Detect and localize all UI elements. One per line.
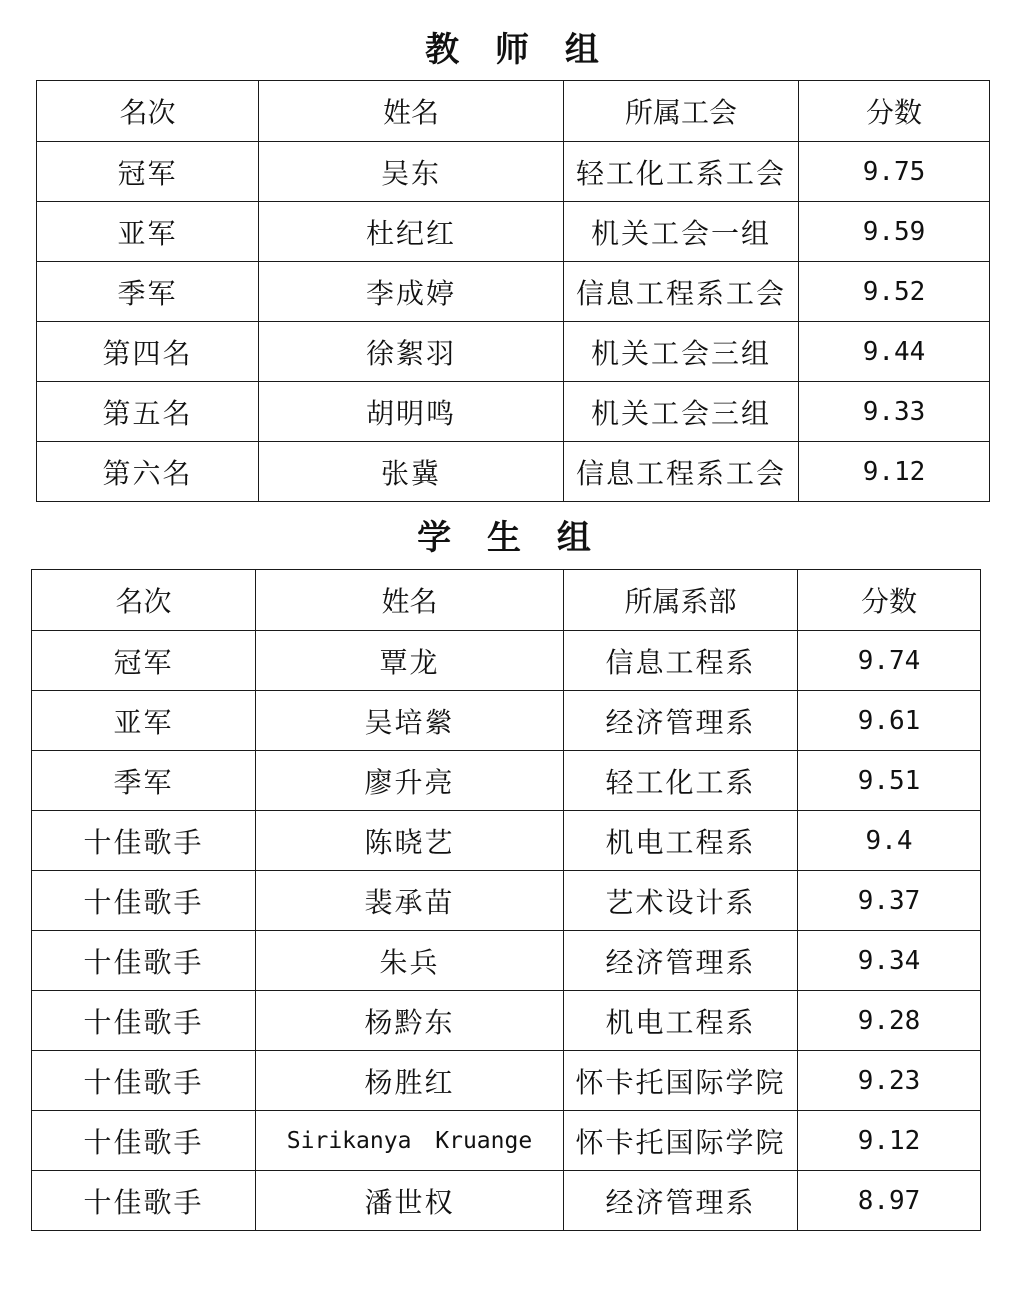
table-row xyxy=(37,382,990,442)
rank-cell: 十佳歌手 xyxy=(32,871,256,931)
score-cell: 9.75 xyxy=(799,142,990,202)
teacher-group-title: 教 师 组 xyxy=(425,30,611,70)
unit-cell: 艺术设计系 xyxy=(564,871,798,931)
score-cell: 9.61 xyxy=(798,691,981,751)
table-row xyxy=(32,1171,981,1231)
name-cell: 胡明鸣 xyxy=(259,382,564,442)
unit-cell: 轻工化工系工会 xyxy=(564,142,799,202)
unit-cell: 机电工程系 xyxy=(564,811,798,871)
table-header-row xyxy=(32,570,981,631)
header-name: 姓名 xyxy=(256,570,564,631)
unit-cell: 怀卡托国际学院 xyxy=(564,1051,798,1111)
rank-cell: 冠军 xyxy=(32,631,256,691)
score-cell: 8.97 xyxy=(798,1171,981,1231)
rank-cell: 亚军 xyxy=(37,202,259,262)
rank-cell: 十佳歌手 xyxy=(32,1051,256,1111)
header-rank: 名次 xyxy=(37,81,259,142)
rank-cell: 季军 xyxy=(37,262,259,322)
score-cell: 9.12 xyxy=(798,1111,981,1171)
header-name: 姓名 xyxy=(259,81,564,142)
header-unit: 所属工会 xyxy=(564,81,799,142)
name-cell: 吴培縈 xyxy=(256,691,564,751)
table-row xyxy=(32,1051,981,1111)
rank-cell: 冠军 xyxy=(37,142,259,202)
rank-cell: 十佳歌手 xyxy=(32,991,256,1051)
header-score: 分数 xyxy=(798,570,981,631)
table-row xyxy=(37,202,990,262)
unit-cell: 轻工化工系 xyxy=(564,751,798,811)
unit-cell: 机关工会一组 xyxy=(564,202,799,262)
rank-cell: 季军 xyxy=(32,751,256,811)
name-cell: 裴承苗 xyxy=(256,871,564,931)
rank-cell: 十佳歌手 xyxy=(32,931,256,991)
name-cell: 杨胜红 xyxy=(256,1051,564,1111)
table-row xyxy=(32,991,981,1051)
unit-cell: 怀卡托国际学院 xyxy=(564,1111,798,1171)
unit-cell: 机电工程系 xyxy=(564,991,798,1051)
table-row xyxy=(37,322,990,382)
score-cell: 9.4 xyxy=(798,811,981,871)
score-cell: 9.59 xyxy=(799,202,990,262)
table-row xyxy=(37,442,990,502)
rank-cell: 第四名 xyxy=(37,322,259,382)
score-cell: 9.52 xyxy=(799,262,990,322)
student-group-title: 学 生 组 xyxy=(417,518,603,558)
score-cell: 9.23 xyxy=(798,1051,981,1111)
table-row xyxy=(32,811,981,871)
name-cell: 张冀 xyxy=(259,442,564,502)
score-cell: 9.12 xyxy=(799,442,990,502)
unit-cell: 经济管理系 xyxy=(564,931,798,991)
table-row xyxy=(32,871,981,931)
header-rank: 名次 xyxy=(32,570,256,631)
table-row xyxy=(37,142,990,202)
name-cell: 覃龙 xyxy=(256,631,564,691)
rank-cell: 十佳歌手 xyxy=(32,1171,256,1231)
rank-cell: 十佳歌手 xyxy=(32,811,256,871)
name-cell: 潘世权 xyxy=(256,1171,564,1231)
table-row xyxy=(32,751,981,811)
unit-cell: 信息工程系 xyxy=(564,631,798,691)
name-cell: 廖升亮 xyxy=(256,751,564,811)
name-cell: 陈晓艺 xyxy=(256,811,564,871)
unit-cell: 信息工程系工会 xyxy=(564,442,799,502)
score-cell: 9.44 xyxy=(799,322,990,382)
rank-cell: 十佳歌手 xyxy=(32,1111,256,1171)
unit-cell: 机关工会三组 xyxy=(564,322,799,382)
table-row xyxy=(32,691,981,751)
score-cell: 9.74 xyxy=(798,631,981,691)
rank-cell: 第五名 xyxy=(37,382,259,442)
table-row xyxy=(32,1111,981,1171)
name-cell: 杜纪红 xyxy=(259,202,564,262)
name-cell: 徐絮羽 xyxy=(259,322,564,382)
name-cell: 杨黔东 xyxy=(256,991,564,1051)
score-cell: 9.37 xyxy=(798,871,981,931)
unit-cell: 经济管理系 xyxy=(564,691,798,751)
name-cell: 吴东 xyxy=(259,142,564,202)
unit-cell: 信息工程系工会 xyxy=(564,262,799,322)
rank-cell: 第六名 xyxy=(37,442,259,502)
table-row xyxy=(32,631,981,691)
unit-cell: 机关工会三组 xyxy=(564,382,799,442)
table-row xyxy=(37,262,990,322)
score-cell: 9.51 xyxy=(798,751,981,811)
student-results-table xyxy=(31,569,981,1231)
unit-cell: 经济管理系 xyxy=(564,1171,798,1231)
score-cell: 9.34 xyxy=(798,931,981,991)
name-cell: 朱兵 xyxy=(256,931,564,991)
table-row xyxy=(32,931,981,991)
name-cell: 李成婷 xyxy=(259,262,564,322)
header-score: 分数 xyxy=(799,81,990,142)
score-cell: 9.28 xyxy=(798,991,981,1051)
score-cell: 9.33 xyxy=(799,382,990,442)
table-header-row xyxy=(37,81,990,142)
name-cell: Sirikanya Kruange xyxy=(256,1111,564,1171)
header-unit: 所属系部 xyxy=(564,570,798,631)
rank-cell: 亚军 xyxy=(32,691,256,751)
teacher-results-table xyxy=(36,80,990,502)
